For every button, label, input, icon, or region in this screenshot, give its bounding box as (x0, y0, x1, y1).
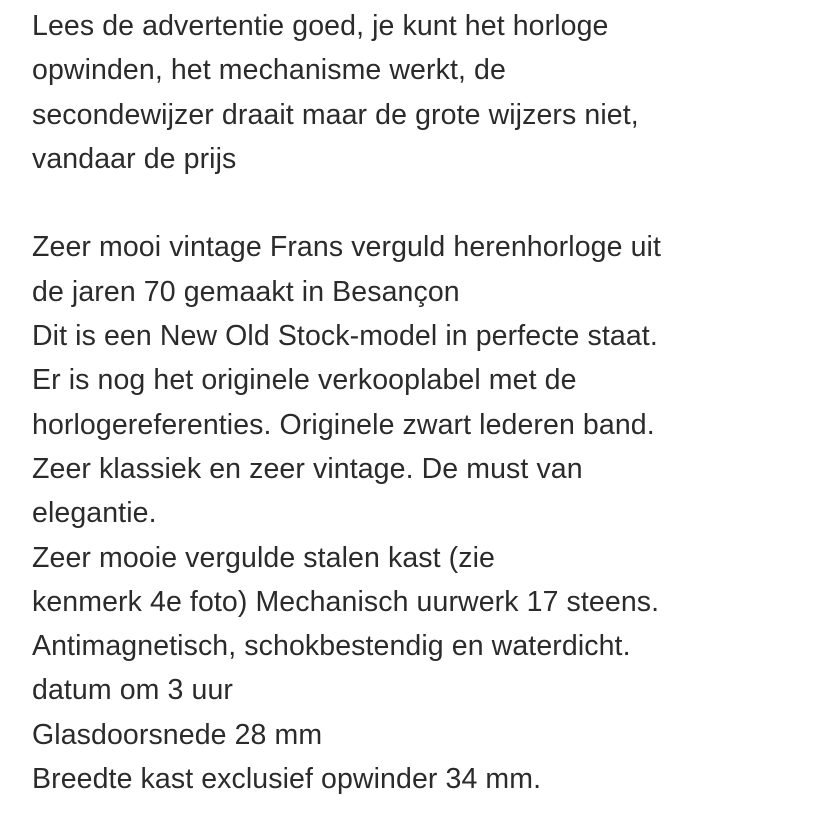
description-line: Zeer mooi vintage Frans verguld herenhorloge uit (32, 231, 661, 264)
description-line: datum om 3 uur (32, 674, 233, 707)
description-line: Er is nog het originele verkooplabel met de (32, 364, 577, 397)
paragraph-gap (32, 181, 822, 225)
description-line: Breedte kast exclusief opwinder 34 mm. (32, 763, 542, 796)
description-line: de jaren 70 gemaakt in Besançon (32, 275, 460, 308)
description-line: Antimagnetisch, schokbestendig en waterdicht. (32, 630, 631, 663)
description-line: Zeer klassiek en zeer vintage. De must van (32, 452, 583, 485)
description-line: opwinden, het mechanisme werkt, de (32, 54, 506, 87)
description-line: Glasdoorsnede 28 mm (32, 718, 323, 751)
description-line: elegantie. (32, 497, 157, 530)
description-line: secondewijzer draait maar de grote wijzers niet, (32, 98, 639, 131)
description-line: Dit is een New Old Stock-model in perfecte staat. (32, 320, 658, 353)
listing-description (32, 4, 822, 801)
description-line: Zeer mooie vergulde stalen kast (zie (32, 541, 495, 574)
description-line: Lees de advertentie goed, je kunt het horloge (32, 10, 609, 42)
description-line: kenmerk 4e foto) Mechanisch uurwerk 17 steens. (32, 585, 660, 618)
description-line: vandaar de prijs (32, 142, 237, 175)
description-line: horlogereferenties. Originele zwart lederen band. (32, 408, 655, 441)
